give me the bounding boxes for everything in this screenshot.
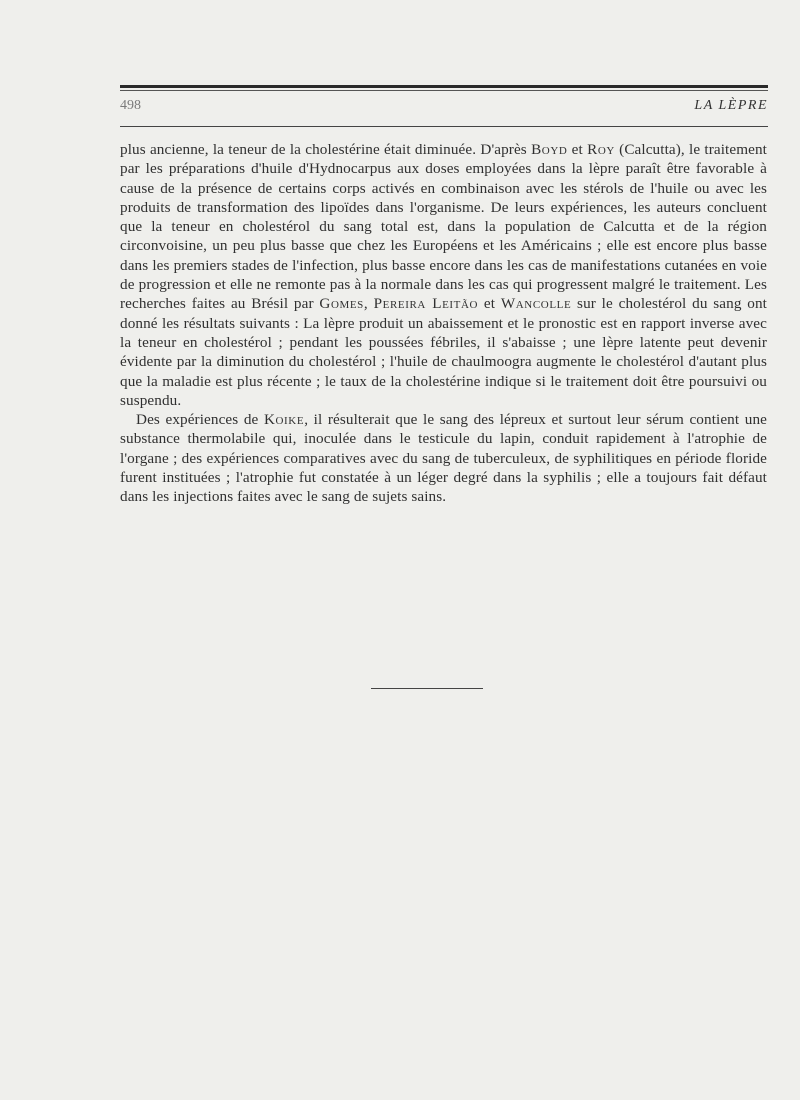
text-segment: , [363,295,374,313]
top-rule-thick [120,85,768,88]
page-header [120,98,768,118]
running-title: LA LÈPRE [694,98,768,113]
author-name-koike: Koike [263,411,305,429]
text-segment: sur le cholestérol du sang ont donné les résultats suivants : La lèpre produit un abaissement et le pronostic est en rapport inverse avec la teneur en cholestérol ; pendant les poussées fébriles, il s'abaisse ; une lèpre latente peut devenir évidente par la diminution du cholestérol ; l'huile de chaulmoogra augmente le cholestérol d'autant plus que la maladie est plus récente ; le taux de la cholestérine indique si le traitement doit être poursuivi ou suspendu. [120,295,767,409]
header-rule [120,126,768,127]
author-name-boyd: Boyd [531,141,568,158]
paragraph-1 [120,140,767,410]
author-name-gomes: Gomes [319,295,364,313]
text-segment: (Calcutta), le traitement par les préparations d'huile d'Hydnocarpus aux doses employées dans la lèpre paraît être favorable à cause de la présence de certains corps activés en combinaison avec les stérols de l'huile ou avec les produits de transformation des lipoïdes dans l'organisme. De leurs expériences, les auteurs concluent que la teneur en cholestérol du sang total est, dans la population de Calcutta et de la région circonvoisine, un peu plus basse que chez les Européens et les Américains ; elle est encore plus basse dans les premiers stades de l'infection, plus basse encore dans les cas de manifestations cutanées en voie de progression et elle ne remonte pas à la normale dans les cas qui progressent malgré le traitement. Les recherches faites au Brésil par [120,141,767,313]
author-name-roy: Roy [587,141,615,158]
text-segment: et [478,295,501,313]
text-segment: , il résulterait que le sang des lépreux et surtout leur sérum contient une substance thermolabile qui, inoculée dans le testicule du lapin, conduit rapidement à l'atrophie de l'organe ; des expériences comparatives avec du sang de tuberculeux, de syphilitiques en période floride furent instituées ; l'atrophie fut constatée à un léger degré dans la syphilis ; elle a toujours fait défaut dans les injections faites avec le sang de sujets sains. [120,411,767,506]
body-text [120,140,767,507]
author-name-wancolle: Wancolle [500,295,572,313]
text-segment: Des expériences de [136,411,264,429]
author-name-pereira-leitao: Pereira Leitão [373,295,479,313]
top-rule-thin [120,90,768,91]
text-segment: plus ancienne, la teneur de la cholestérine était diminuée. D'après [120,141,532,158]
section-end-rule [371,688,483,689]
page-number: 498 [120,98,141,113]
text-segment: et [567,141,588,158]
paragraph-2 [120,410,767,506]
